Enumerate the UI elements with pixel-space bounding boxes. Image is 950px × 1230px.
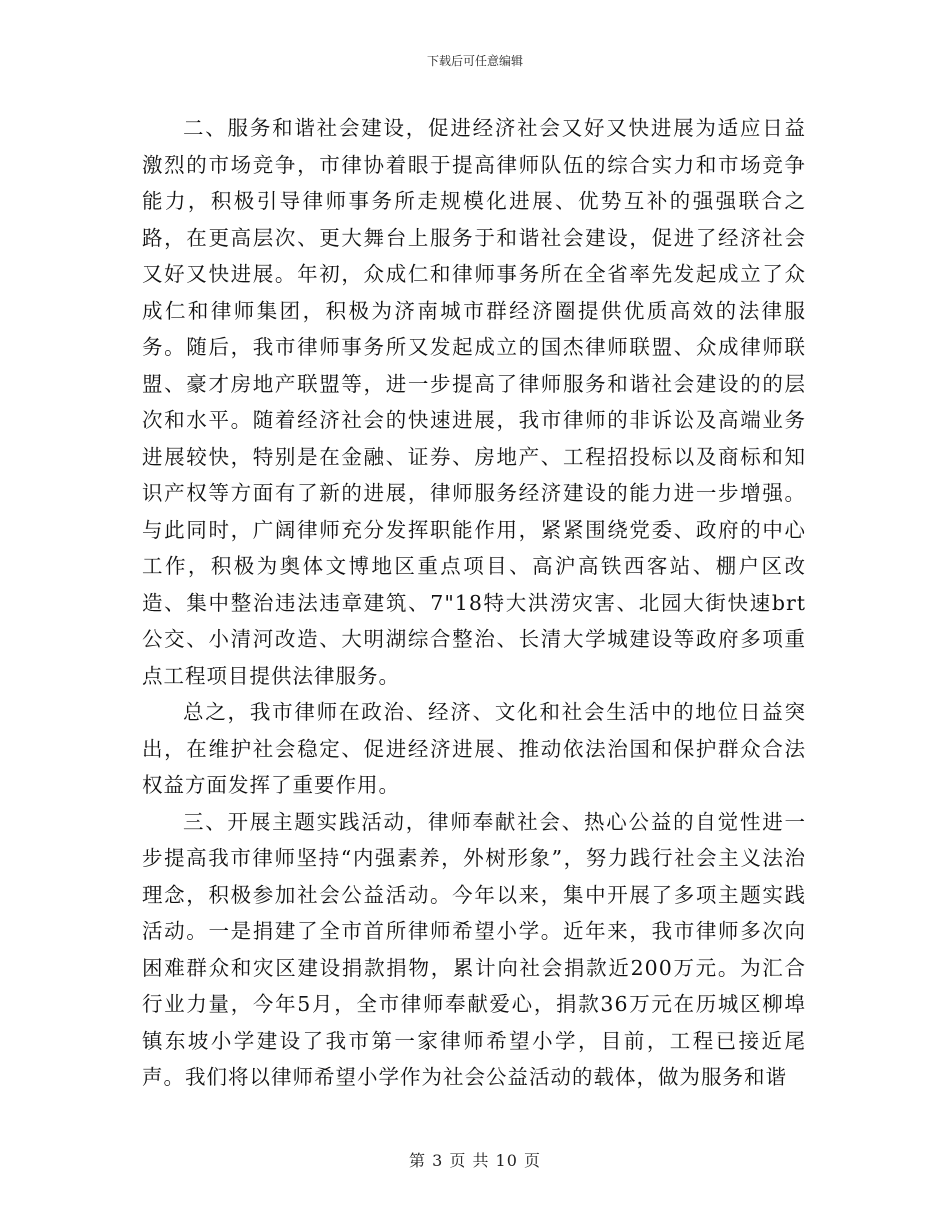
page-header: 下载后可任意编辑: [426, 54, 523, 68]
page-number-footer: 第 3 页 共 10 页: [409, 1151, 541, 1170]
paragraph-theme-practice: 三、开展主题实践活动，律师奉献社会、热心公益的自觉性进一步提高我市律师坚持“内强素养，外树形象”，努力践行社会主义法治理念，积极参加社会公益活动。今年以来，集中开展了多项主题实践活动。一是捐建了全市首所律师希望小学。近年来，我市律师多次向困难群众和灾区建设捐款捐物，累计向社会捐款近200万元。为汇合行业力量，今年5月，全市律师奉献爱心，捐款36万元在历城区柳埠镇东坡小学建设了我市第一家律师希望小学，目前，工程已接近尾声。我们将以律师希望小学作为社会公益活动的载体，做为服务和谐: [142, 809, 806, 1089]
paragraph-summary: 总之，我市律师在政治、经济、文化和社会生活中的地位日益突出，在维护社会稳定、促进经济进展、推动依法治国和保护群众合法权益方面发挥了重要作用。: [142, 700, 806, 797]
paragraph-service-harmonious-society: 二、服务和谐社会建设，促进经济社会又好又快进展为适应日益激烈的市场竞争，市律协着眼于提高律师队伍的综合实力和市场竞争能力，积极引导律师事务所走规模化进展、优势互补的强强联合之路，在更高层次、更大舞台上服务于和谐社会建设，促进了经济社会又好又快进展。年初，众成仁和律师事务所在全省率先发起成立了众成仁和律师集团，积极为济南城市群经济圈提供优质高效的法律服务。随后，我市律师事务所又发起成立的国杰律师联盟、众成律师联盟、豪才房地产联盟等，进一步提高了律师服务和谐社会建设的的层次和水平。随着经济社会的快速进展，我市律师的非诉讼及高端业务进展较快，特别是在金融、证券、房地产、工程招投标以及商标和知识产权等方面有了新的进展，律师服务经济建设的能力进一步增强。与此同时，广阔律师充分发挥职能作用，紧紧围绕党委、政府的中心工作，积极为奥体文博地区重点项目、高沪高铁西客站、棚户区改造、集中整治违法违章建筑、7"18特大洪涝灾害、北园大街快速brt公交、小清河改造、大明湖综合整治、长清大学城建设等政府多项重点工程项目提供法律服务。: [142, 116, 806, 688]
document-body: [142, 110, 806, 1096]
